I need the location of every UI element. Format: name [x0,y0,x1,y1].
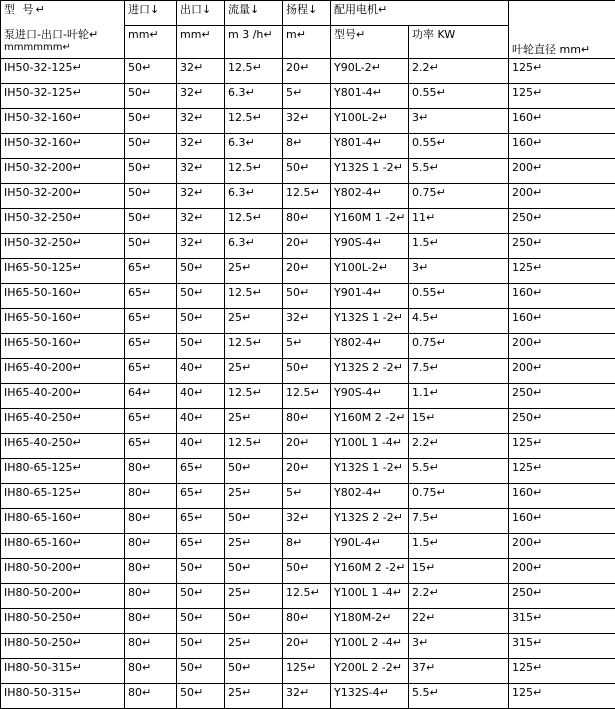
cell-motor-model: Y90L-4↵ [331,534,409,559]
cell-outlet: 32↵ [177,159,225,184]
cell-impeller-diameter: 200↵ [509,184,615,209]
cell-impeller-diameter: 125↵ [509,59,615,84]
cell-impeller-diameter: 125↵ [509,259,615,284]
cell-inlet: 80↵ [125,534,177,559]
cell-head: 5↵ [283,484,331,509]
cell-head: 80↵ [283,609,331,634]
cell-flow: 50↵ [225,559,283,584]
cell-outlet: 32↵ [177,209,225,234]
cell-inlet: 65↵ [125,284,177,309]
cell-model: IH50-32-160↵ [1,109,125,134]
cell-head: 32↵ [283,509,331,534]
cell-flow: 25↵ [225,684,283,709]
cell-motor-model: Y180M-2↵ [331,609,409,634]
cell-inlet: 65↵ [125,259,177,284]
cell-head: 50↵ [283,159,331,184]
header-model-title: 型 号↵ [4,3,121,16]
cell-motor-model: Y132S 1 -2↵ [331,309,409,334]
cell-flow: 25↵ [225,484,283,509]
table-row [1,684,615,709]
cell-model: IH50-32-200↵ [1,159,125,184]
cell-head: 20↵ [283,234,331,259]
header-flow-unit: m 3 /h↵ [225,26,283,59]
cell-model: IH50-32-125↵ [1,84,125,109]
cell-inlet: 80↵ [125,459,177,484]
header-outlet: 出口↓ [177,1,225,26]
cell-motor-power: 0.55↵ [409,134,509,159]
cell-flow: 25↵ [225,584,283,609]
cell-motor-power: 15↵ [409,559,509,584]
cell-model: IH80-50-250↵ [1,634,125,659]
cell-flow: 6.3↵ [225,134,283,159]
table-body [1,1,615,709]
cell-head: 20↵ [283,59,331,84]
cell-inlet: 50↵ [125,184,177,209]
cell-model: IH50-32-250↵ [1,209,125,234]
cell-motor-power: 1.1↵ [409,384,509,409]
cell-inlet: 50↵ [125,209,177,234]
cell-head: 50↵ [283,559,331,584]
cell-model: IH65-40-250↵ [1,409,125,434]
cell-model: IH65-40-250↵ [1,434,125,459]
header-flow: 流量↓ [225,1,283,26]
cell-outlet: 40↵ [177,409,225,434]
cell-outlet: 50↵ [177,684,225,709]
cell-motor-power: 5.5↵ [409,459,509,484]
cell-motor-power: 22↵ [409,609,509,634]
cell-flow: 12.5↵ [225,284,283,309]
cell-outlet: 65↵ [177,534,225,559]
cell-outlet: 40↵ [177,359,225,384]
table-row [1,309,615,334]
cell-motor-model: Y901-4↵ [331,284,409,309]
cell-flow: 25↵ [225,534,283,559]
cell-head: 80↵ [283,209,331,234]
table-row [1,234,615,259]
cell-impeller-diameter: 125↵ [509,84,615,109]
cell-head: 80↵ [283,409,331,434]
cell-impeller-diameter: 160↵ [509,484,615,509]
cell-outlet: 32↵ [177,109,225,134]
cell-outlet: 50↵ [177,609,225,634]
cell-flow: 25↵ [225,634,283,659]
cell-outlet: 65↵ [177,484,225,509]
table-row [1,184,615,209]
cell-motor-power: 0.55↵ [409,84,509,109]
cell-impeller-diameter: 160↵ [509,309,615,334]
cell-impeller-diameter: 160↵ [509,109,615,134]
cell-flow: 25↵ [225,409,283,434]
table-row [1,159,615,184]
header-motor-group: 配用电机↵ [331,1,509,26]
table-row [1,509,615,534]
cell-impeller-diameter: 250↵ [509,209,615,234]
cell-model: IH50-32-250↵ [1,234,125,259]
cell-motor-power: 4.5↵ [409,309,509,334]
table-row [1,59,615,84]
cell-model: IH65-50-125↵ [1,259,125,284]
cell-motor-power: 5.5↵ [409,684,509,709]
cell-outlet: 50↵ [177,284,225,309]
cell-impeller-diameter: 160↵ [509,134,615,159]
cell-motor-power: 0.75↵ [409,484,509,509]
cell-flow: 25↵ [225,309,283,334]
cell-head: 20↵ [283,259,331,284]
cell-motor-power: 2.2↵ [409,434,509,459]
cell-inlet: 64↵ [125,384,177,409]
cell-head: 50↵ [283,359,331,384]
cell-motor-model: Y802-4↵ [331,334,409,359]
header-motor-model: 型号↵ [331,26,409,59]
cell-outlet: 32↵ [177,59,225,84]
table-row [1,459,615,484]
cell-motor-power: 3↵ [409,259,509,284]
cell-outlet: 65↵ [177,459,225,484]
cell-motor-power: 2.2↵ [409,59,509,84]
cell-head: 12.5↵ [283,184,331,209]
cell-inlet: 50↵ [125,59,177,84]
cell-head: 20↵ [283,434,331,459]
cell-impeller-diameter: 250↵ [509,409,615,434]
table-row [1,409,615,434]
cell-impeller-diameter: 200↵ [509,534,615,559]
cell-head: 8↵ [283,534,331,559]
cell-motor-model: Y100L 1 -4↵ [331,584,409,609]
cell-motor-power: 7.5↵ [409,359,509,384]
cell-inlet: 80↵ [125,609,177,634]
cell-model: IH50-32-160↵ [1,134,125,159]
cell-motor-model: Y160M 2 -2↵ [331,409,409,434]
cell-motor-model: Y90S-4↵ [331,384,409,409]
cell-flow: 50↵ [225,509,283,534]
cell-model: IH65-50-160↵ [1,309,125,334]
header-head: 扬程↓ [283,1,331,26]
cell-flow: 12.5↵ [225,59,283,84]
table-row [1,484,615,509]
table-row [1,434,615,459]
cell-model: IH65-50-160↵ [1,284,125,309]
table-row [1,134,615,159]
cell-outlet: 65↵ [177,509,225,534]
cell-inlet: 80↵ [125,509,177,534]
table-row [1,659,615,684]
cell-impeller-diameter: 125↵ [509,434,615,459]
cell-outlet: 50↵ [177,334,225,359]
cell-impeller-diameter: 200↵ [509,334,615,359]
cell-motor-model: Y100L-2↵ [331,259,409,284]
cell-inlet: 50↵ [125,134,177,159]
table-row [1,384,615,409]
cell-motor-power: 0.55↵ [409,284,509,309]
cell-inlet: 80↵ [125,634,177,659]
cell-inlet: 65↵ [125,434,177,459]
cell-inlet: 50↵ [125,84,177,109]
cell-model: IH50-32-200↵ [1,184,125,209]
table-row [1,84,615,109]
cell-head: 32↵ [283,309,331,334]
cell-motor-power: 37↵ [409,659,509,684]
cell-outlet: 50↵ [177,259,225,284]
table-row [1,634,615,659]
cell-motor-model: Y132S 1 -2↵ [331,159,409,184]
table-row [1,559,615,584]
cell-flow: 50↵ [225,609,283,634]
cell-inlet: 80↵ [125,684,177,709]
cell-motor-model: Y100L 2 -4↵ [331,634,409,659]
cell-model: IH65-40-200↵ [1,359,125,384]
cell-model: IH80-50-250↵ [1,609,125,634]
cell-motor-model: Y132S-4↵ [331,684,409,709]
cell-impeller-diameter: 125↵ [509,459,615,484]
cell-model: IH80-50-200↵ [1,559,125,584]
cell-flow: 50↵ [225,459,283,484]
cell-outlet: 32↵ [177,134,225,159]
cell-motor-model: Y200L 2 -2↵ [331,659,409,684]
cell-model: IH50-32-125↵ [1,59,125,84]
cell-model: IH80-50-315↵ [1,659,125,684]
cell-impeller-diameter: 160↵ [509,509,615,534]
header-model-note: mmmmmm↵ [4,41,121,54]
cell-impeller-diameter: 200↵ [509,159,615,184]
cell-outlet: 32↵ [177,184,225,209]
cell-outlet: 32↵ [177,234,225,259]
cell-motor-model: Y801-4↵ [331,134,409,159]
cell-impeller-diameter: 125↵ [509,684,615,709]
cell-motor-model: Y100L-2↵ [331,109,409,134]
cell-flow: 12.5↵ [225,159,283,184]
cell-outlet: 32↵ [177,84,225,109]
table-row [1,109,615,134]
cell-motor-power: 0.75↵ [409,334,509,359]
table-row [1,359,615,384]
cell-head: 12.5↵ [283,384,331,409]
cell-impeller-diameter: 160↵ [509,284,615,309]
header-motor-power: 功率 KW [409,26,509,59]
cell-head: 32↵ [283,109,331,134]
cell-head: 50↵ [283,284,331,309]
cell-inlet: 50↵ [125,234,177,259]
cell-impeller-diameter: 250↵ [509,584,615,609]
cell-impeller-diameter: 200↵ [509,359,615,384]
cell-flow: 12.5↵ [225,109,283,134]
cell-head: 20↵ [283,634,331,659]
cell-inlet: 65↵ [125,309,177,334]
cell-outlet: 50↵ [177,659,225,684]
cell-flow: 12.5↵ [225,384,283,409]
cell-outlet: 40↵ [177,384,225,409]
table-row [1,284,615,309]
cell-head: 5↵ [283,334,331,359]
cell-model: IH65-50-160↵ [1,334,125,359]
cell-motor-model: Y801-4↵ [331,84,409,109]
table-row [1,209,615,234]
cell-motor-model: Y160M 2 -2↵ [331,559,409,584]
cell-flow: 6.3↵ [225,234,283,259]
cell-motor-model: Y132S 2 -2↵ [331,509,409,534]
header-inlet: 进口↓ [125,1,177,26]
cell-impeller-diameter: 250↵ [509,234,615,259]
cell-head: 8↵ [283,134,331,159]
cell-model: IH80-50-315↵ [1,684,125,709]
cell-model: IH80-65-125↵ [1,459,125,484]
cell-motor-power: 5.5↵ [409,159,509,184]
cell-motor-power: 11↵ [409,209,509,234]
cell-outlet: 50↵ [177,634,225,659]
header-inlet-unit: mm↵ [125,26,177,59]
cell-model: IH80-65-160↵ [1,509,125,534]
cell-flow: 12.5↵ [225,434,283,459]
cell-model: IH80-50-200↵ [1,584,125,609]
cell-motor-model: Y100L 1 -4↵ [331,434,409,459]
cell-head: 125↵ [283,659,331,684]
cell-flow: 25↵ [225,359,283,384]
cell-outlet: 50↵ [177,559,225,584]
cell-motor-model: Y132S 1 -2↵ [331,459,409,484]
cell-inlet: 80↵ [125,484,177,509]
cell-flow: 6.3↵ [225,84,283,109]
cell-flow: 12.5↵ [225,334,283,359]
header-model-subtitle: 泵进口-出口-叶轮↵ [4,28,121,41]
cell-inlet: 50↵ [125,109,177,134]
cell-outlet: 40↵ [177,434,225,459]
table-row [1,584,615,609]
cell-motor-power: 2.2↵ [409,584,509,609]
cell-flow: 25↵ [225,259,283,284]
cell-head: 12.5↵ [283,584,331,609]
cell-flow: 12.5↵ [225,209,283,234]
cell-impeller-diameter: 315↵ [509,609,615,634]
cell-motor-model: Y90S-4↵ [331,234,409,259]
cell-motor-power: 15↵ [409,409,509,434]
cell-motor-power: 1.5↵ [409,534,509,559]
cell-head: 5↵ [283,84,331,109]
cell-motor-model: Y802-4↵ [331,184,409,209]
cell-motor-power: 1.5↵ [409,234,509,259]
cell-inlet: 65↵ [125,359,177,384]
cell-inlet: 65↵ [125,334,177,359]
cell-inlet: 65↵ [125,409,177,434]
cell-motor-model: Y160M 1 -2↵ [331,209,409,234]
table-row [1,259,615,284]
cell-impeller-diameter: 125↵ [509,659,615,684]
cell-impeller-diameter: 315↵ [509,634,615,659]
cell-motor-power: 0.75↵ [409,184,509,209]
cell-model: IH80-65-125↵ [1,484,125,509]
cell-flow: 6.3↵ [225,184,283,209]
cell-outlet: 50↵ [177,584,225,609]
table-row [1,609,615,634]
cell-inlet: 80↵ [125,559,177,584]
cell-motor-power: 7.5↵ [409,509,509,534]
header-model [1,1,125,59]
cell-motor-model: Y132S 2 -2↵ [331,359,409,384]
header-head-unit: m↵ [283,26,331,59]
table-header-row-primary [1,1,615,26]
table-row [1,534,615,559]
cell-inlet: 50↵ [125,159,177,184]
cell-inlet: 80↵ [125,584,177,609]
cell-motor-model: Y90L-2↵ [331,59,409,84]
header-outlet-unit: mm↵ [177,26,225,59]
cell-motor-power: 3↵ [409,109,509,134]
cell-flow: 50↵ [225,659,283,684]
cell-impeller-diameter: 250↵ [509,384,615,409]
table-row [1,334,615,359]
cell-inlet: 80↵ [125,659,177,684]
cell-motor-model: Y802-4↵ [331,484,409,509]
cell-model: IH80-65-160↵ [1,534,125,559]
header-impeller-diameter: 叶轮直径 mm↵ [509,1,615,59]
cell-outlet: 50↵ [177,309,225,334]
cell-head: 32↵ [283,684,331,709]
cell-motor-power: 3↵ [409,634,509,659]
cell-model: IH65-40-200↵ [1,384,125,409]
cell-head: 20↵ [283,459,331,484]
cell-impeller-diameter: 200↵ [509,559,615,584]
